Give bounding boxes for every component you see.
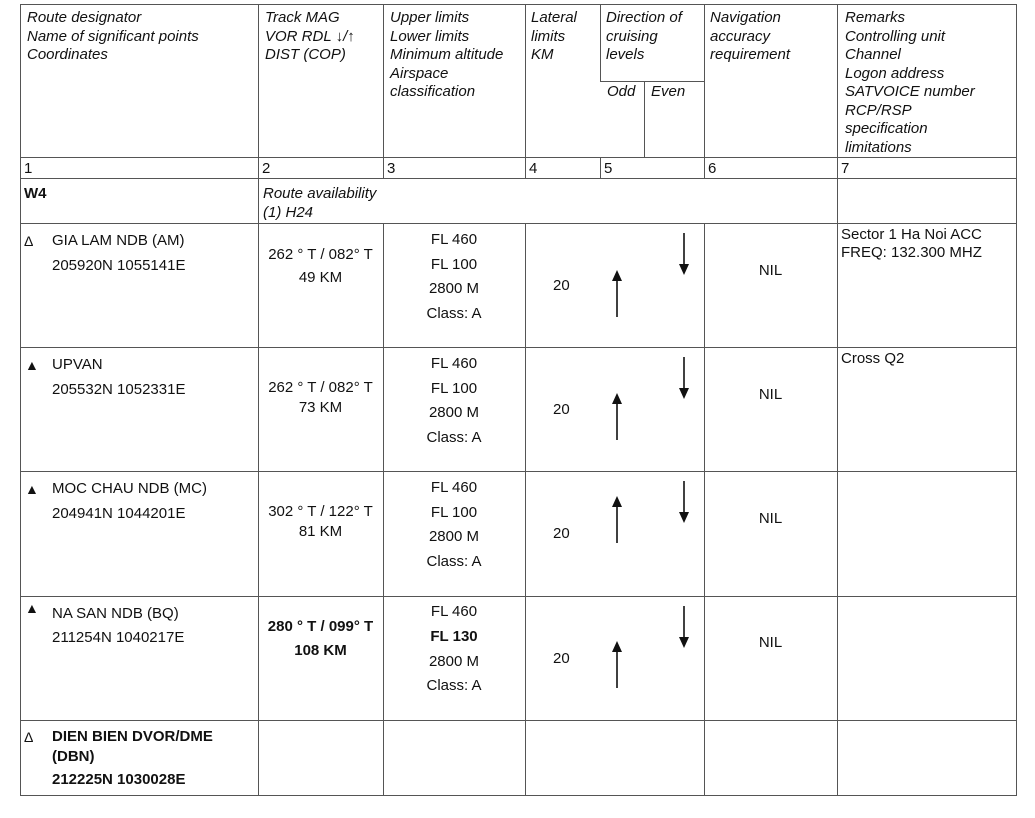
segment-lateral-limit: 20	[553, 277, 570, 294]
segment-upper-limit: FL 460	[430, 603, 478, 620]
header-col7: Remarks Controlling unit Channel Logon address SATVOICE number RCP/RSP specification limitations	[845, 9, 975, 156]
route-designator: W4	[24, 185, 47, 202]
col-number: 1	[24, 160, 33, 177]
col-number: 5	[604, 160, 613, 177]
segment-distance: 108 KM	[294, 642, 347, 659]
compulsory-point-filled-triangle-icon: ▲	[25, 481, 39, 497]
col-number: 3	[387, 160, 396, 177]
segment-remarks: Sector 1 Ha Noi ACC	[841, 226, 982, 243]
segment-airspace-class: Class: A	[426, 553, 482, 570]
segment-minimum-altitude: 2800 M	[428, 653, 480, 670]
route-availability: Route availability (1) H24	[263, 185, 377, 221]
compulsory-point-open-triangle-icon: Δ	[24, 233, 34, 249]
segment-airspace-class: Class: A	[426, 677, 482, 694]
compulsory-point-filled-triangle-icon: ▲	[25, 357, 39, 373]
segment-distance: 49 KM	[298, 269, 343, 286]
point-name: UPVAN	[52, 356, 103, 373]
segment-lower-limit: FL 100	[430, 380, 478, 397]
arrow-up-icon	[611, 496, 623, 544]
arrow-up-icon	[611, 270, 623, 318]
segment-lateral-limit: 20	[553, 650, 570, 667]
segment-nav-requirement: NIL	[758, 386, 783, 403]
arrow-down-icon	[678, 481, 690, 524]
col-number: 7	[841, 160, 850, 177]
arrow-down-icon	[678, 606, 690, 649]
segment-minimum-altitude: 2800 M	[428, 404, 480, 421]
segment-lower-limit: FL 100	[430, 256, 478, 273]
segment-lateral-limit: 20	[553, 525, 570, 542]
arrow-up-icon	[611, 393, 623, 441]
arrow-down-icon	[678, 233, 690, 276]
segment-lower-limit: FL 100	[430, 504, 478, 521]
segment-minimum-altitude: 2800 M	[428, 280, 480, 297]
point-name: NA SAN NDB (BQ)	[52, 605, 179, 622]
header-col4: Lateral limits KM	[531, 9, 577, 63]
segment-airspace-class: Class: A	[426, 429, 482, 446]
segment-track: 262 ° T / 082° T	[268, 379, 373, 396]
arrow-up-icon	[611, 641, 623, 689]
segment-upper-limit: FL 460	[430, 355, 478, 372]
header-col1: Route designator Name of significant points Coordinates	[27, 9, 199, 63]
segment-track: 262 ° T / 082° T	[268, 246, 373, 263]
point-name: DIEN BIEN DVOR/DME	[52, 728, 213, 745]
point-coordinates: 204941N 1044201E	[52, 505, 186, 522]
segment-track: 302 ° T / 122° T	[268, 503, 373, 520]
point-name: MOC CHAU NDB (MC)	[52, 480, 207, 497]
header-col5-odd: Odd	[607, 83, 636, 100]
arrow-down-icon	[678, 357, 690, 400]
segment-remarks-frequency: FREQ: 132.300 MHZ	[841, 244, 982, 261]
segment-nav-requirement: NIL	[758, 510, 783, 527]
compulsory-point-filled-triangle-icon: ▲	[25, 600, 39, 616]
point-coordinates: 205920N 1055141E	[52, 257, 186, 274]
segment-track: 280 ° T / 099° T	[267, 618, 374, 635]
compulsory-point-open-triangle-icon: Δ	[24, 729, 34, 745]
segment-distance: 81 KM	[298, 523, 343, 540]
segment-nav-requirement: NIL	[758, 634, 783, 651]
header-col6: Navigation accuracy requirement	[710, 9, 791, 63]
segment-distance: 73 KM	[298, 399, 343, 416]
segment-lateral-limit: 20	[553, 401, 570, 418]
segment-upper-limit: FL 460	[430, 479, 478, 496]
col-number: 6	[708, 160, 717, 177]
header-col5: Direction of cruising levels	[606, 9, 682, 63]
segment-upper-limit: FL 460	[430, 231, 478, 248]
segment-remarks: Cross Q2	[841, 350, 905, 367]
point-name-ident: (DBN)	[52, 748, 95, 765]
header-col2: Track MAG VOR RDL ↓/↑ DIST (COP)	[265, 9, 355, 63]
header-col5-even: Even	[651, 83, 686, 100]
point-name: GIA LAM NDB (AM)	[52, 232, 185, 249]
col-number: 2	[262, 160, 271, 177]
point-coordinates: 211254N 1040217E	[52, 629, 185, 646]
segment-nav-requirement: NIL	[758, 262, 783, 279]
point-coordinates: 205532N 1052331E	[52, 381, 186, 398]
col-number: 4	[529, 160, 538, 177]
point-coordinates: 212225N 1030028E	[52, 771, 186, 788]
segment-minimum-altitude: 2800 M	[428, 528, 480, 545]
segment-airspace-class: Class: A	[426, 305, 482, 322]
header-col3: Upper limits Lower limits Minimum altitude Airspace classification	[390, 9, 504, 100]
segment-lower-limit: FL 130	[430, 628, 478, 645]
